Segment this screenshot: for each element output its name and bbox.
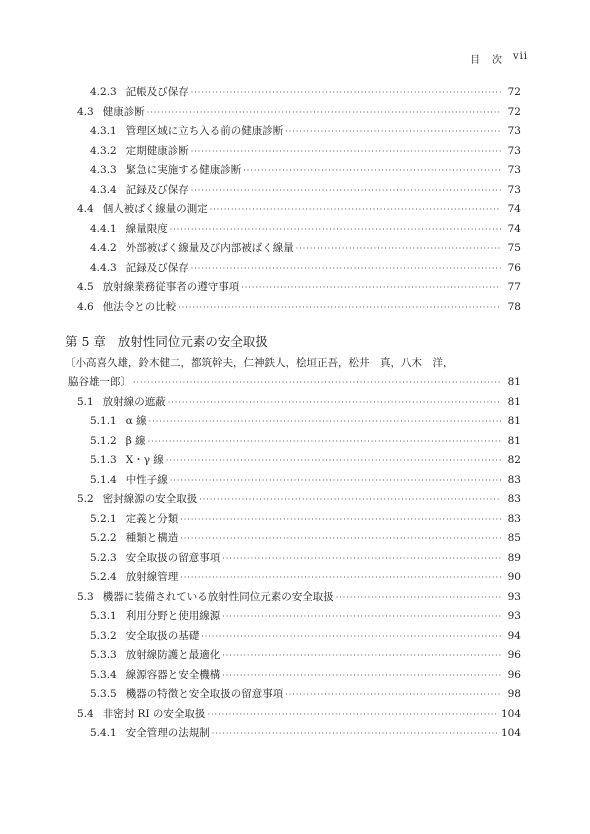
toc-page-number: 74 <box>507 222 521 235</box>
toc-entry-number: 4.3.1 <box>90 125 117 137</box>
toc-entry-title: 他法令との比較 <box>102 300 177 313</box>
toc-entry-number: 5.1.4 <box>90 473 117 486</box>
dot-leader <box>201 627 501 647</box>
toc-entry-title: 個人被ばく線量の測定 <box>102 203 208 215</box>
toc-entry[interactable] <box>0 220 590 240</box>
toc-entry-number: 5.3.5 <box>90 688 117 700</box>
toc-entry-title: 機器に装備されている放射性同位元素の安全取扱 <box>102 590 334 603</box>
toc-entry-title: 健康診断 <box>102 105 145 118</box>
chapter-authors-line-2[interactable] <box>0 373 590 393</box>
running-head-page-number: vii <box>512 51 528 62</box>
toc-entry[interactable] <box>0 568 590 588</box>
toc-entry-title: X・γ 線 <box>125 454 164 466</box>
toc-entry[interactable] <box>0 490 590 510</box>
toc-entry-title: 定期健康診断 <box>125 144 189 157</box>
dot-leader <box>178 298 501 318</box>
toc-entry-number: 5.2.2 <box>90 532 117 544</box>
dot-leader <box>222 549 501 569</box>
toc-page-number: 72 <box>507 105 521 118</box>
toc-page-number: 73 <box>507 164 521 176</box>
toc-entry-number: 5.1.3 <box>90 454 117 466</box>
toc-entry[interactable] <box>0 200 590 220</box>
dot-leader <box>191 259 501 279</box>
toc-entry[interactable] <box>0 685 590 705</box>
toc-entry-number: 4.4.3 <box>90 261 117 274</box>
toc-page-number: 96 <box>507 649 521 661</box>
toc-entry-title: 安全取扱の基礎 <box>125 629 200 642</box>
toc-page-number: 77 <box>507 281 521 293</box>
dot-leader <box>180 568 501 588</box>
toc-entry-number: 4.6 <box>77 300 94 313</box>
toc-entry-title: 中性子線 <box>125 473 168 486</box>
toc-entry[interactable] <box>0 451 590 471</box>
toc-entry[interactable] <box>0 239 590 259</box>
toc-page-number: 104 <box>500 707 521 720</box>
dot-leader <box>180 510 501 530</box>
dot-leader <box>243 161 501 181</box>
chapter-label: 第 5 章 <box>65 334 106 349</box>
toc-entry[interactable] <box>0 588 590 608</box>
toc-entry-title: 緊急に実施する健康診断 <box>125 164 242 176</box>
toc-page-number: 83 <box>507 512 521 525</box>
toc-page-number: 75 <box>507 242 521 254</box>
toc-entry-title: 安全取扱の留意事項 <box>125 551 221 564</box>
running-head <box>470 51 528 66</box>
toc-entry-title: 放射線管理 <box>125 571 179 583</box>
toc-entry-title: 記帳及び保存 <box>125 86 189 98</box>
toc-entry-title: 記録及び保存 <box>125 183 189 196</box>
toc-page-number: 85 <box>507 532 521 544</box>
toc-page-number: 74 <box>507 203 521 215</box>
toc-entry-number: 5.3.2 <box>90 629 117 642</box>
toc-entry[interactable] <box>0 510 590 530</box>
toc-entry[interactable] <box>0 432 590 452</box>
toc-entry-number: 5.3 <box>77 590 94 603</box>
dot-leader <box>191 181 501 201</box>
toc-entry-title: β 線 <box>125 434 146 447</box>
dot-leader <box>191 83 501 103</box>
toc-page-number: 76 <box>507 261 521 274</box>
toc-entry-title: α 線 <box>125 415 147 427</box>
toc-page-number: 82 <box>507 454 521 466</box>
dot-leader <box>133 373 501 393</box>
dot-leader <box>166 451 501 471</box>
dot-leader <box>168 393 501 413</box>
toc-entry[interactable] <box>0 412 590 432</box>
toc-entry-number: 5.1.2 <box>90 434 117 447</box>
toc-page-number: 89 <box>507 551 521 564</box>
toc-entry-title: 利用分野と使用線源 <box>125 610 221 622</box>
toc-page-number: 94 <box>507 629 521 642</box>
toc-entry[interactable] <box>0 724 590 744</box>
dot-leader <box>170 220 501 240</box>
toc-entry-title: 種類と構造 <box>125 532 179 544</box>
toc-page-number: 73 <box>507 144 521 157</box>
toc-entry[interactable] <box>0 122 590 142</box>
dot-leader <box>147 103 501 123</box>
toc-entry-number: 4.5 <box>77 281 94 293</box>
toc-entry[interactable] <box>0 161 590 181</box>
toc-page-number: 90 <box>507 571 521 583</box>
toc-entry[interactable] <box>0 627 590 647</box>
toc-entry-title: 外部被ばく線量及び内部被ばく線量 <box>125 242 294 254</box>
dot-leader <box>212 724 499 744</box>
toc-entry-title: 線源容器と安全機構 <box>125 668 221 681</box>
toc-entry-number: 5.3.1 <box>90 610 117 622</box>
toc-entry-number: 4.4.1 <box>90 222 117 235</box>
toc-page-number: 81 <box>507 434 521 447</box>
toc-page-number: 96 <box>507 668 521 681</box>
chapter-title: 放射性同位元素の安全取扱 <box>117 334 268 349</box>
chapter-authors-text: 〔小高喜久雄，鈴木健二，都筑幹夫，仁神鉄人，桧垣正吾，松井 真，八木 洋， <box>65 357 454 369</box>
dot-leader <box>336 588 501 608</box>
dot-leader <box>222 607 501 627</box>
toc-entry[interactable] <box>0 298 590 318</box>
toc-entry[interactable] <box>0 181 590 201</box>
dot-leader <box>296 239 501 259</box>
toc-entry-title: 定義と分類 <box>125 512 179 525</box>
dot-leader <box>285 685 501 705</box>
toc-entry-number: 5.4 <box>77 707 94 720</box>
toc-entry-number: 4.3.3 <box>90 164 117 176</box>
toc-entry-number: 4.4.2 <box>90 242 117 254</box>
dot-leader <box>222 666 501 686</box>
dot-leader <box>199 490 501 510</box>
toc-entry-title: 線量限度 <box>125 222 168 235</box>
toc-entry[interactable] <box>0 142 590 162</box>
toc-entry-number: 4.3 <box>77 105 94 118</box>
toc-entry-title: 非密封 RI の安全取扱 <box>102 707 206 720</box>
toc-entry[interactable] <box>0 83 590 103</box>
chapter-authors-text-end: 脇谷雄一郎〕 <box>68 376 131 388</box>
toc-page-number: 72 <box>507 86 521 98</box>
dot-leader <box>285 122 501 142</box>
toc-entry-title: 放射線の遮蔽 <box>102 395 166 408</box>
toc-page-number: 83 <box>507 493 521 505</box>
toc-section-chapter-5 <box>0 393 590 744</box>
toc-entry-title: 管理区域に立ち入る前の健康診断 <box>125 125 284 137</box>
dot-leader <box>149 412 501 432</box>
toc-entry-number: 5.2.4 <box>90 571 117 583</box>
toc-entry[interactable] <box>0 607 590 627</box>
toc-entry[interactable] <box>0 259 590 279</box>
dot-leader <box>210 200 501 220</box>
dot-leader <box>241 278 501 298</box>
toc-page-number: 73 <box>507 125 521 137</box>
table-of-contents <box>0 83 590 744</box>
toc-entry-number: 4.4 <box>77 203 94 215</box>
dot-leader <box>191 142 501 162</box>
toc-entry-title: 安全管理の法規制 <box>125 727 210 739</box>
dot-leader <box>170 471 501 491</box>
toc-entry[interactable] <box>0 471 590 491</box>
toc-entry[interactable] <box>0 666 590 686</box>
toc-section-chapter-4 <box>0 83 590 317</box>
toc-entry[interactable] <box>0 549 590 569</box>
toc-entry[interactable] <box>0 529 590 549</box>
dot-leader <box>222 646 501 666</box>
toc-page-number: 78 <box>507 300 521 313</box>
toc-entry-number: 5.2.1 <box>90 512 117 525</box>
toc-entry-number: 5.3.3 <box>90 649 117 661</box>
chapter-heading <box>0 330 590 354</box>
toc-entry[interactable] <box>0 393 590 413</box>
toc-page-number: 81 <box>507 376 521 388</box>
toc-entry[interactable] <box>0 646 590 666</box>
toc-entry-number: 5.3.4 <box>90 668 117 681</box>
toc-page-number: 98 <box>507 688 521 700</box>
toc-page-number: 93 <box>507 590 521 603</box>
toc-entry-number: 5.1 <box>77 395 94 408</box>
toc-entry-number: 5.2 <box>77 493 94 505</box>
running-head-label: 目 次 <box>469 55 503 66</box>
toc-page-number: 73 <box>507 183 521 196</box>
toc-entry[interactable] <box>0 103 590 123</box>
toc-entry-number: 4.3.2 <box>90 144 117 157</box>
toc-entry-title: 放射線防護と最適化 <box>125 649 221 661</box>
toc-page-number: 81 <box>507 415 521 427</box>
toc-entry-number: 5.4.1 <box>90 727 117 739</box>
toc-entry-title: 記録及び保存 <box>125 261 189 274</box>
dot-leader <box>148 432 501 452</box>
toc-entry-number: 4.2.3 <box>90 86 117 98</box>
toc-entry-title: 機器の特徴と安全取扱の留意事項 <box>125 688 284 700</box>
toc-entry-number: 5.2.3 <box>90 551 117 564</box>
toc-page-number: 93 <box>507 610 521 622</box>
toc-entry-title: 放射線業務従事者の遵守事項 <box>102 281 240 293</box>
dot-leader <box>207 705 499 725</box>
toc-entry[interactable] <box>0 705 590 725</box>
toc-page-number: 104 <box>500 727 521 739</box>
toc-page-number: 81 <box>507 395 521 408</box>
toc-page-number: 83 <box>507 473 521 486</box>
dot-leader <box>180 529 501 549</box>
toc-entry-number: 5.1.1 <box>90 415 117 427</box>
toc-entry-number: 4.3.4 <box>90 183 117 196</box>
toc-entry-title: 密封線源の安全取扱 <box>102 493 198 505</box>
toc-entry[interactable] <box>0 278 590 298</box>
chapter-authors-line-1 <box>0 354 590 373</box>
